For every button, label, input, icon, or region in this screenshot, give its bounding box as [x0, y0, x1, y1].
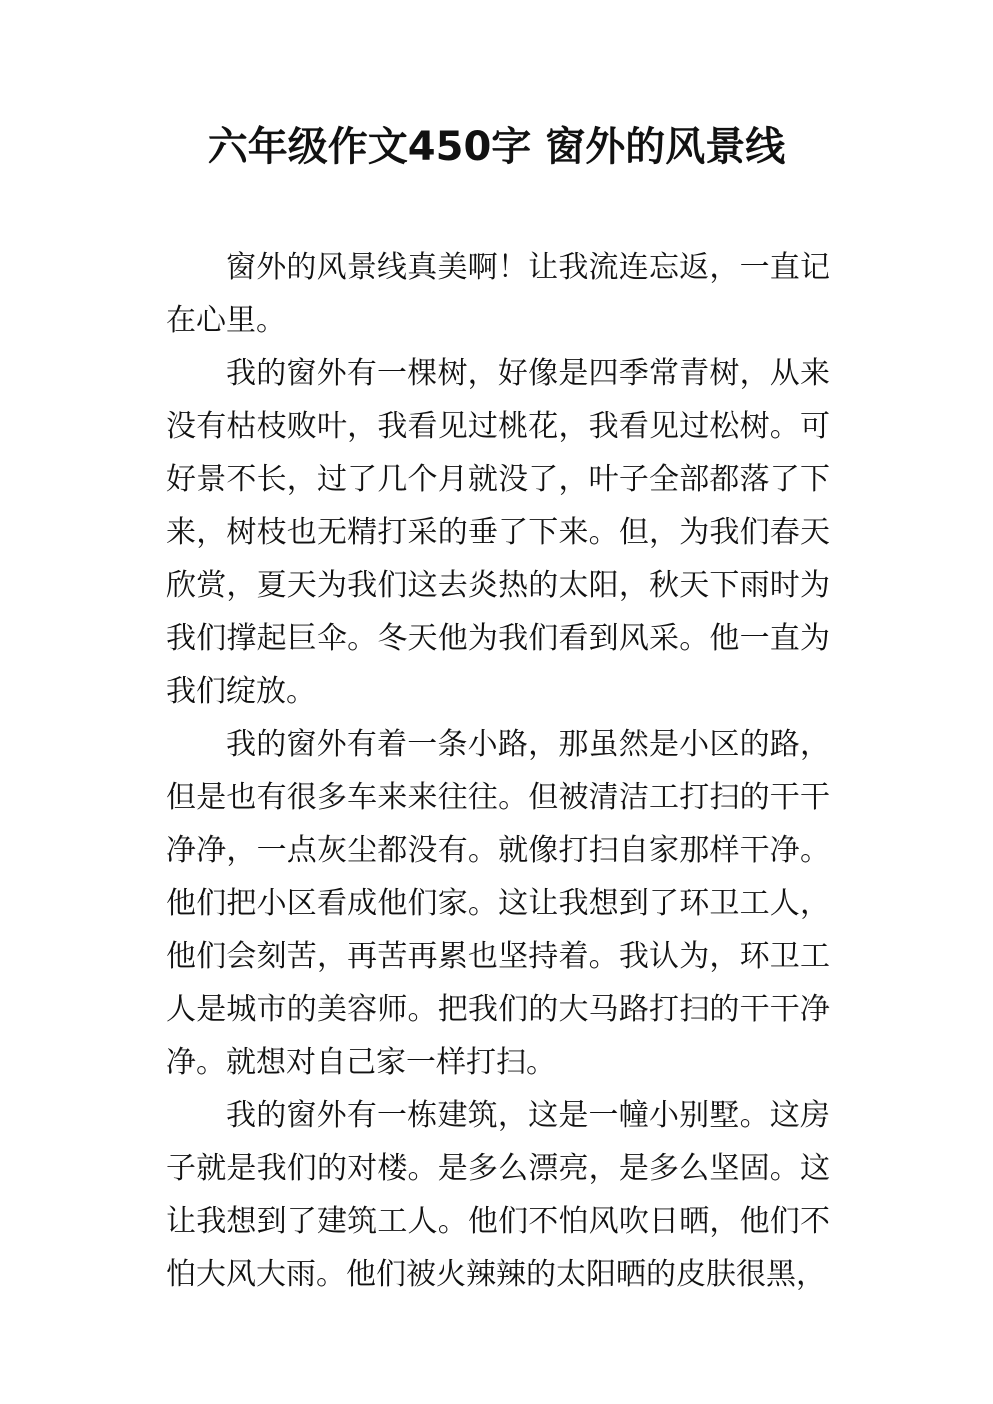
paragraph: 我的窗外有一栋建筑，这是一幢小别墅。这房子就是我们的对楼。是多么漂亮，是多么坚固。这让我想到了建筑工人。他们不怕风吹日晒，他们不怕大风大雨。他们被火辣辣的太阳晒的皮肤很黑，: [166, 1098, 830, 1292]
paragraph: 窗外的风景线真美啊！让我流连忘返，一直记在心里。: [166, 250, 830, 338]
article-body: [166, 241, 830, 1301]
paragraph: 我的窗外有一棵树，好像是四季常青树，从来没有枯枝败叶，我看见过桃花，我看见过松树。可好景不长，过了几个月就没了，叶子全部都落了下来，树枝也无精打采的垂了下来。但，为我们春天欣赏，夏天为我们这去炎热的太阳，秋天下雨时为我们撑起巨伞。冬天他为我们看到风采。他一直为我们绽放。: [166, 356, 830, 709]
page-title: 六年级作文450字 窗外的风景线: [207, 124, 786, 170]
paragraph: 我的窗外有着一条小路，那虽然是小区的路，但是也有很多车来来往往。但被清洁工打扫的干干净净，一点灰尘都没有。就像打扫自家那样干净。他们把小区看成他们家。这让我想到了环卫工人，他们会刻苦，再苦再累也坚持着。我认为，环卫工人是城市的美容师。把我们的大马路打扫的干干净净。就想对自己家一样打扫。: [166, 727, 830, 1080]
